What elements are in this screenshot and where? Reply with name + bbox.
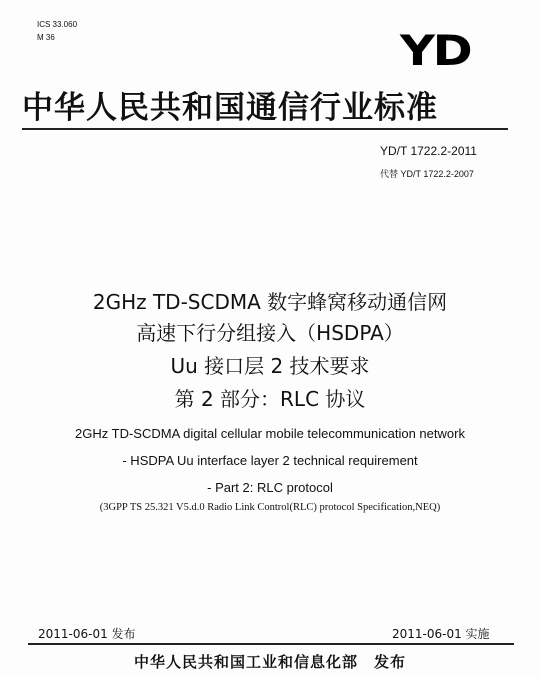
replaces-standard: 代替 YD/T 1722.2-2007: [380, 169, 474, 179]
ccs-code: M 36: [37, 33, 55, 42]
title-en-reference: (3GPP TS 25.321 V5.d.0 Radio Link Control(RLC) protocol Specification,NEQ): [99, 502, 441, 513]
bottom-divider: [28, 643, 514, 645]
ics-code: ICS 33.060: [37, 20, 78, 29]
title-cn-line4: 第 2 部分：RLC 协议: [174, 387, 366, 411]
implementation-date: 2011-06-01 实施: [392, 627, 490, 641]
title-en-line2: - HSDPA Uu interface layer 2 technical requirement: [122, 453, 418, 468]
standard-category-title: 中华人民共和国通信行业标准: [22, 90, 438, 126]
title-cn-line2: 高速下行分组接入（HSDPA）: [136, 321, 404, 345]
issue-date: 2011-06-01 发布: [38, 627, 136, 641]
title-en-line1: 2GHz TD-SCDMA digital cellular mobile telecommunication network: [75, 426, 465, 441]
title-cn-line3: Uu 接口层 2 技术要求: [170, 354, 370, 378]
standard-number: YD/T 1722.2-2011: [380, 144, 477, 158]
yd-logo: YD: [400, 26, 471, 75]
title-cn-line1: 2GHz TD-SCDMA 数字蜂窝移动通信网: [92, 290, 448, 314]
publisher: 中华人民共和国工业和信息化部 发布: [133, 653, 406, 671]
top-divider: [22, 128, 508, 130]
title-en-line3: - Part 2: RLC protocol: [207, 480, 333, 495]
